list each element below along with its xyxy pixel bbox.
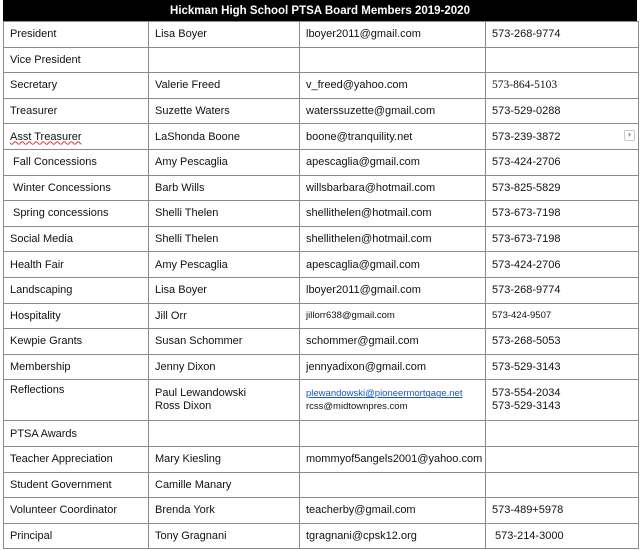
role-cell[interactable]: Treasurer	[4, 98, 149, 124]
name-cell[interactable]: Tony Gragnani	[149, 523, 300, 549]
role-cell[interactable]: Secretary	[4, 73, 149, 99]
email-cell[interactable]: jillorr638@gmail.com	[300, 303, 486, 329]
name-cell[interactable]: Lisa Boyer	[149, 22, 300, 48]
name-line: Ross Dixon	[155, 400, 212, 413]
role-cell[interactable]: Fall Concessions	[4, 149, 149, 175]
phone-cell[interactable]: 573-673-7198	[486, 201, 639, 227]
name-cell[interactable]	[149, 47, 300, 73]
email-cell[interactable]: apescaglia@gmail.com	[300, 252, 486, 278]
email-cell[interactable]: jennyadixon@gmail.com	[300, 354, 486, 380]
phone-line: 573-554-2034	[492, 387, 561, 400]
dropdown-icon[interactable]: ▾	[624, 130, 635, 141]
phone-cell[interactable]: 573-529-0288	[486, 98, 639, 124]
name-cell[interactable]: Shelli Thelen	[149, 201, 300, 227]
email-cell[interactable]	[300, 380, 486, 421]
email-cell[interactable]: schommer@gmail.com	[300, 329, 486, 355]
name-cell[interactable]	[149, 421, 300, 447]
phone-cell[interactable]: 573-529-3143	[486, 354, 639, 380]
table-row	[4, 329, 639, 355]
role-cell[interactable]: Landscaping	[4, 277, 149, 303]
email-cell[interactable]: willsbarbara@hotmail.com	[300, 175, 486, 201]
phone-cell[interactable]: 573-489+5978	[486, 498, 639, 524]
table-row	[4, 124, 639, 150]
phone-text: 573-239-3872	[492, 130, 561, 143]
role-cell[interactable]: Teacher Appreciation	[4, 446, 149, 472]
name-cell[interactable]: Brenda York	[149, 498, 300, 524]
table-row	[4, 149, 639, 175]
email-cell[interactable]: apescaglia@gmail.com	[300, 149, 486, 175]
phone-line: 573-529-3143	[492, 400, 561, 413]
role-cell[interactable]: Kewpie Grants	[4, 329, 149, 355]
phone-cell[interactable]	[486, 47, 639, 73]
table-row	[4, 421, 639, 447]
phone-cell[interactable]	[486, 446, 639, 472]
phone-cell[interactable]: 573-424-2706	[486, 252, 639, 278]
name-cell[interactable]: Jill Orr	[149, 303, 300, 329]
email-cell[interactable]: mommyof5angels2001@yahoo.com	[300, 446, 486, 472]
email-link[interactable]: plewandowski@pioneermortgage.net	[306, 388, 463, 400]
name-cell[interactable]: Jenny Dixon	[149, 354, 300, 380]
phone-cell[interactable]	[486, 124, 639, 150]
role-cell[interactable]: Hospitality	[4, 303, 149, 329]
table-row	[4, 252, 639, 278]
role-cell[interactable]: Student Government	[4, 472, 149, 498]
role-cell[interactable]: Spring concessions	[4, 201, 149, 227]
table-row	[4, 47, 639, 73]
name-cell[interactable]: Mary Kiesling	[149, 446, 300, 472]
name-cell[interactable]: Amy Pescaglia	[149, 149, 300, 175]
phone-cell[interactable]	[486, 380, 639, 421]
table-row	[4, 523, 639, 549]
table-row	[4, 277, 639, 303]
board-members-table	[3, 21, 639, 549]
role-cell[interactable]	[4, 124, 149, 150]
role-cell[interactable]: Principal	[4, 523, 149, 549]
role-cell[interactable]: Social Media	[4, 226, 149, 252]
table-row	[4, 303, 639, 329]
email-cell[interactable]: waterssuzette@gmail.com	[300, 98, 486, 124]
table-row	[4, 73, 639, 99]
name-line: Paul Lewandowski	[155, 387, 247, 400]
table-row	[4, 498, 639, 524]
table-row	[4, 98, 639, 124]
email-cell[interactable]	[300, 472, 486, 498]
phone-cell[interactable]: 573-424-2706	[486, 149, 639, 175]
email-cell[interactable]: tgragnani@cpsk12.org	[300, 523, 486, 549]
spreadsheet	[3, 0, 637, 549]
table-row	[4, 380, 639, 421]
name-cell[interactable]: Amy Pescaglia	[149, 252, 300, 278]
email-cell[interactable]: lboyer2011@gmail.com	[300, 22, 486, 48]
name-cell[interactable]: Lisa Boyer	[149, 277, 300, 303]
table-row	[4, 472, 639, 498]
phone-cell[interactable]	[486, 472, 639, 498]
email-cell[interactable]: boone@tranquility.net	[300, 124, 486, 150]
table-row	[4, 175, 639, 201]
email-cell[interactable]: shellithelen@hotmail.com	[300, 201, 486, 227]
phone-cell[interactable]: 573-268-5053	[486, 329, 639, 355]
table-row	[4, 22, 639, 48]
role-cell[interactable]: Winter Concessions	[4, 175, 149, 201]
role-cell[interactable]: Membership	[4, 354, 149, 380]
table-row	[4, 201, 639, 227]
role-cell[interactable]: Volunteer Coordinator	[4, 498, 149, 524]
email-line: rcss@midtownpres.com	[306, 401, 408, 413]
phone-cell[interactable]: 573-673-7198	[486, 226, 639, 252]
phone-cell[interactable]: 573-214-3000	[486, 523, 639, 549]
sheet-title: Hickman High School PTSA Board Members 2019-2020	[3, 0, 637, 21]
spellcheck-text: Asst Treasurer	[10, 130, 82, 143]
phone-cell[interactable]: 573-864-5103	[486, 73, 639, 99]
name-cell[interactable]: Camille Manary	[149, 472, 300, 498]
phone-cell[interactable]: 573-268-9774	[486, 277, 639, 303]
table-row	[4, 226, 639, 252]
email-cell[interactable]	[300, 421, 486, 447]
name-cell[interactable]: LaShonda Boone	[149, 124, 300, 150]
name-cell[interactable]: Suzette Waters	[149, 98, 300, 124]
role-cell[interactable]: Health Fair	[4, 252, 149, 278]
email-cell[interactable]: shellithelen@hotmail.com	[300, 226, 486, 252]
name-cell[interactable]: Valerie Freed	[149, 73, 300, 99]
table-row	[4, 446, 639, 472]
phone-cell[interactable]	[486, 421, 639, 447]
email-cell[interactable]: lboyer2011@gmail.com	[300, 277, 486, 303]
role-cell[interactable]: Reflections	[4, 380, 149, 421]
name-cell[interactable]: Shelli Thelen	[149, 226, 300, 252]
role-cell[interactable]: PTSA Awards	[4, 421, 149, 447]
email-cell[interactable]: teacherby@gmail.com	[300, 498, 486, 524]
name-cell[interactable]	[149, 380, 300, 421]
phone-cell[interactable]: 573-424-9507	[486, 303, 639, 329]
name-cell[interactable]: Barb Wills	[149, 175, 300, 201]
phone-cell[interactable]: 573-268-9774	[486, 22, 639, 48]
role-cell[interactable]: President	[4, 22, 149, 48]
email-cell[interactable]: v_freed@yahoo.com	[300, 73, 486, 99]
role-cell[interactable]: Vice President	[4, 47, 149, 73]
email-cell[interactable]	[300, 47, 486, 73]
phone-cell[interactable]: 573-825-5829	[486, 175, 639, 201]
name-cell[interactable]: Susan Schommer	[149, 329, 300, 355]
table-row	[4, 354, 639, 380]
